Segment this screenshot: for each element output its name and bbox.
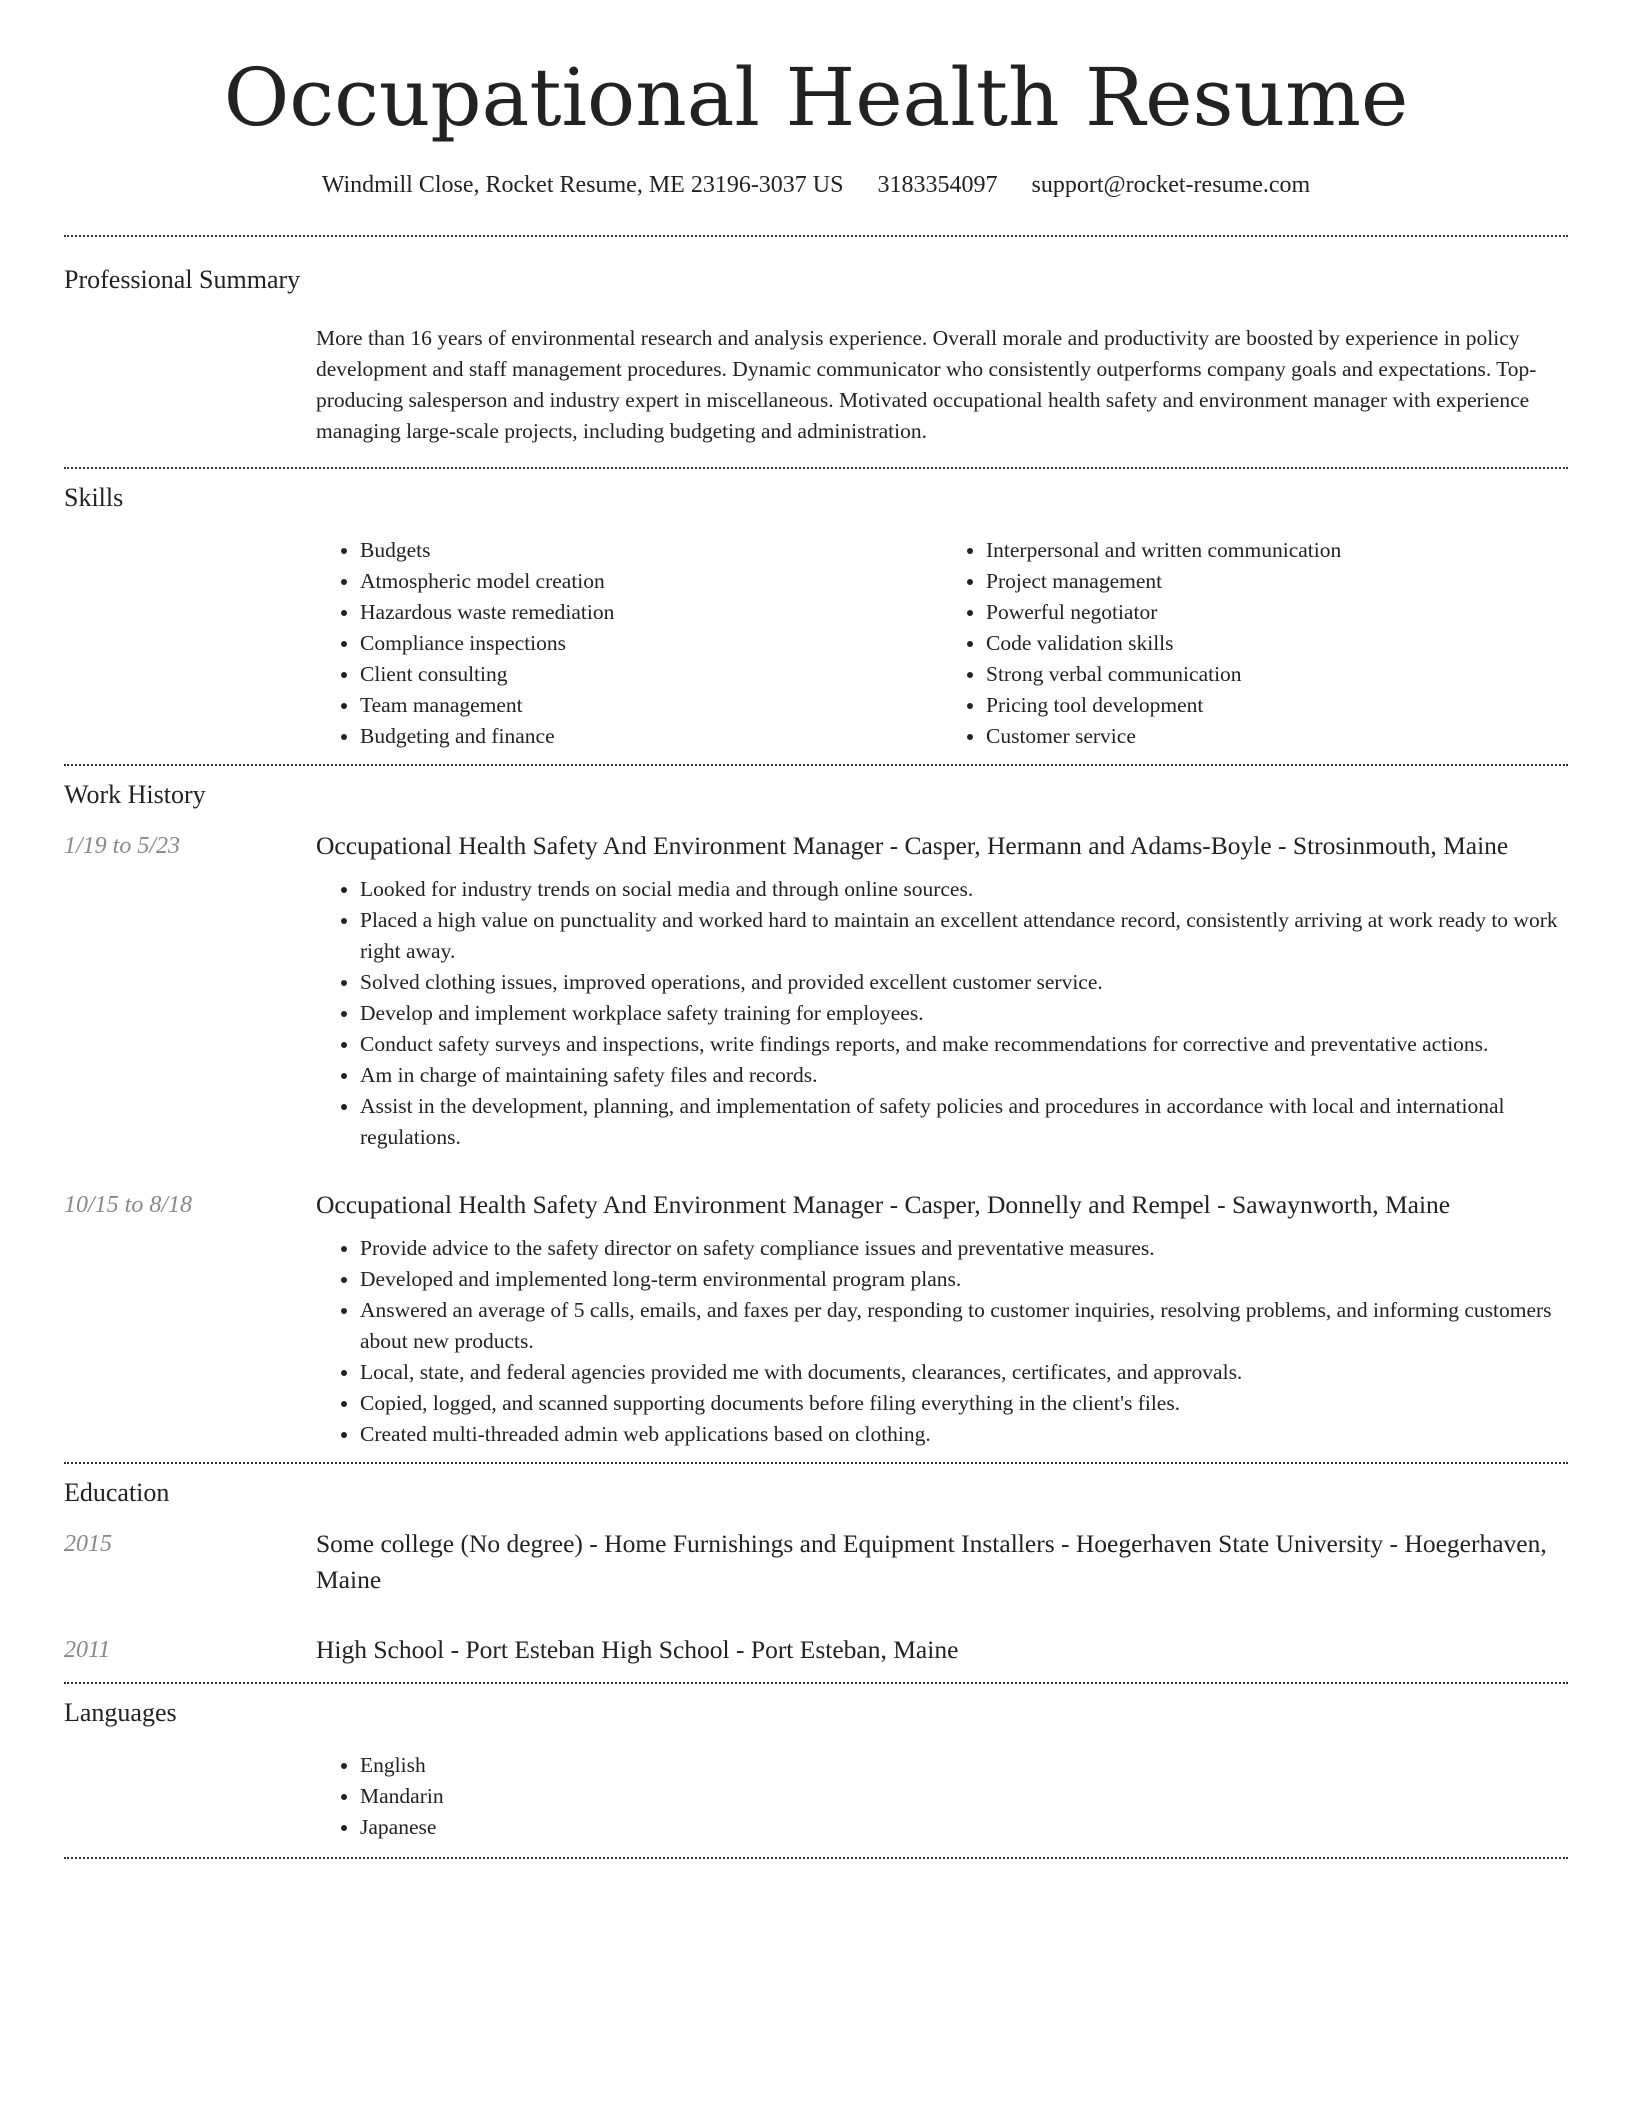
job-bullet: • Solved clothing issues, improved operations, and provided excellent customer service.	[360, 967, 1568, 998]
job-bullet: • Local, state, and federal agencies provided me with documents, clearances, certificates, and approvals.	[360, 1357, 1568, 1388]
job-bullet: • Conduct safety surveys and inspections, write findings reports, and make recommendations for corrective and preventative actions.	[360, 1029, 1568, 1060]
skill-item: • Project management	[986, 566, 1568, 597]
education-date: 2011	[64, 1637, 111, 1663]
job-bullet: • Created multi-threaded admin web applications based on clothing.	[360, 1419, 1568, 1450]
job-bullet: • Assist in the development, planning, and implementation of safety policies and procedures in accordance with local and international regulations.	[360, 1091, 1568, 1153]
job-bullet: • Copied, logged, and scanned supporting documents before filing everything in the client's files.	[360, 1388, 1568, 1419]
job-bullet: • Provide advice to the safety director on safety compliance issues and preventative measures.	[360, 1233, 1568, 1264]
job-title: Occupational Health Safety And Environment Manager - Casper, Hermann and Adams-Boyle - Strosinmouth, Maine	[316, 831, 1509, 860]
skills-list-right	[942, 535, 1568, 752]
contact-email: support@rocket-resume.com	[1031, 172, 1311, 198]
skill-item: • Client consulting	[360, 659, 942, 690]
section-divider	[64, 1857, 1568, 1859]
job-entry	[64, 828, 1568, 1153]
skill-item: • Powerful negotiator	[986, 597, 1568, 628]
education-entry	[64, 1526, 1568, 1598]
work-section	[64, 766, 1568, 1450]
skill-item: • Strong verbal communication	[986, 659, 1568, 690]
language-item: • English	[360, 1750, 1568, 1781]
contact-address: Windmill Close, Rocket Resume, ME 23196-3037 US	[321, 172, 844, 198]
summary-heading: Professional Summary	[64, 265, 301, 294]
job-bullets	[316, 874, 1568, 1153]
education-entry	[64, 1632, 1568, 1668]
job-date: 10/15 to 8/18	[64, 1192, 193, 1218]
summary-text: More than 16 years of environmental research and analysis experience. Overall morale and productivity are boosted by experience in policy development and staff management procedures. Dynamic communicator who consistently outperforms company goals and expectations. Top-producing salesperson and industry expert in miscellaneous. Motivated occupational health safety and environment manager with experience managing large-scale projects, including budgeting and administration.	[316, 326, 1537, 443]
job-bullet: • Developed and implemented long-term environmental program plans.	[360, 1264, 1568, 1295]
skill-item: • Budgets	[360, 535, 942, 566]
languages-section	[64, 1684, 1568, 1843]
summary-section	[64, 237, 1568, 447]
skill-item: • Code validation skills	[986, 628, 1568, 659]
resume-header	[64, 0, 1568, 199]
job-title: Occupational Health Safety And Environment Manager - Casper, Donnelly and Rempel - Sawaynworth, Maine	[316, 1190, 1451, 1219]
language-item: • Japanese	[360, 1812, 1568, 1843]
job-bullet: • Develop and implement workplace safety training for employees.	[360, 998, 1568, 1029]
language-item: • Mandarin	[360, 1781, 1568, 1812]
job-bullet: • Am in charge of maintaining safety files and records.	[360, 1060, 1568, 1091]
languages-list	[316, 1750, 1568, 1843]
contact-phone: 3183354097	[877, 172, 998, 198]
education-heading: Education	[64, 1478, 170, 1507]
skill-item: • Pricing tool development	[986, 690, 1568, 721]
skill-item: • Team management	[360, 690, 942, 721]
skill-item: • Atmospheric model creation	[360, 566, 942, 597]
education-title: Some college (No degree) - Home Furnishings and Equipment Installers - Hoegerhaven State University - Hoegerhaven, Maine	[316, 1529, 1547, 1594]
skills-section	[64, 469, 1568, 752]
skill-item: • Customer service	[986, 721, 1568, 752]
work-heading: Work History	[64, 780, 206, 809]
education-title: High School - Port Esteban High School - Port Esteban, Maine	[316, 1635, 959, 1664]
skill-item: • Budgeting and finance	[360, 721, 942, 752]
resume-name: Occupational Health Resume	[223, 51, 1409, 144]
education-date: 2015	[64, 1531, 112, 1557]
job-bullets	[316, 1233, 1568, 1450]
languages-heading: Languages	[64, 1698, 177, 1727]
job-date: 1/19 to 5/23	[64, 833, 181, 859]
job-bullet: • Answered an average of 5 calls, emails, and faxes per day, responding to customer inquiries, resolving problems, and informing customers about new products.	[360, 1295, 1568, 1357]
job-bullet: • Placed a high value on punctuality and worked hard to maintain an excellent attendance record, consistently arriving at work ready to work right away.	[360, 905, 1568, 967]
skills-columns	[316, 535, 1568, 752]
education-section	[64, 1464, 1568, 1682]
skills-list-left	[316, 535, 942, 752]
skill-item: • Interpersonal and written communication	[986, 535, 1568, 566]
skill-item: • Compliance inspections	[360, 628, 942, 659]
contact-line	[64, 172, 1568, 199]
skills-heading: Skills	[64, 483, 124, 512]
job-bullet: • Looked for industry trends on social media and through online sources.	[360, 874, 1568, 905]
skill-item: • Hazardous waste remediation	[360, 597, 942, 628]
job-entry	[64, 1187, 1568, 1450]
